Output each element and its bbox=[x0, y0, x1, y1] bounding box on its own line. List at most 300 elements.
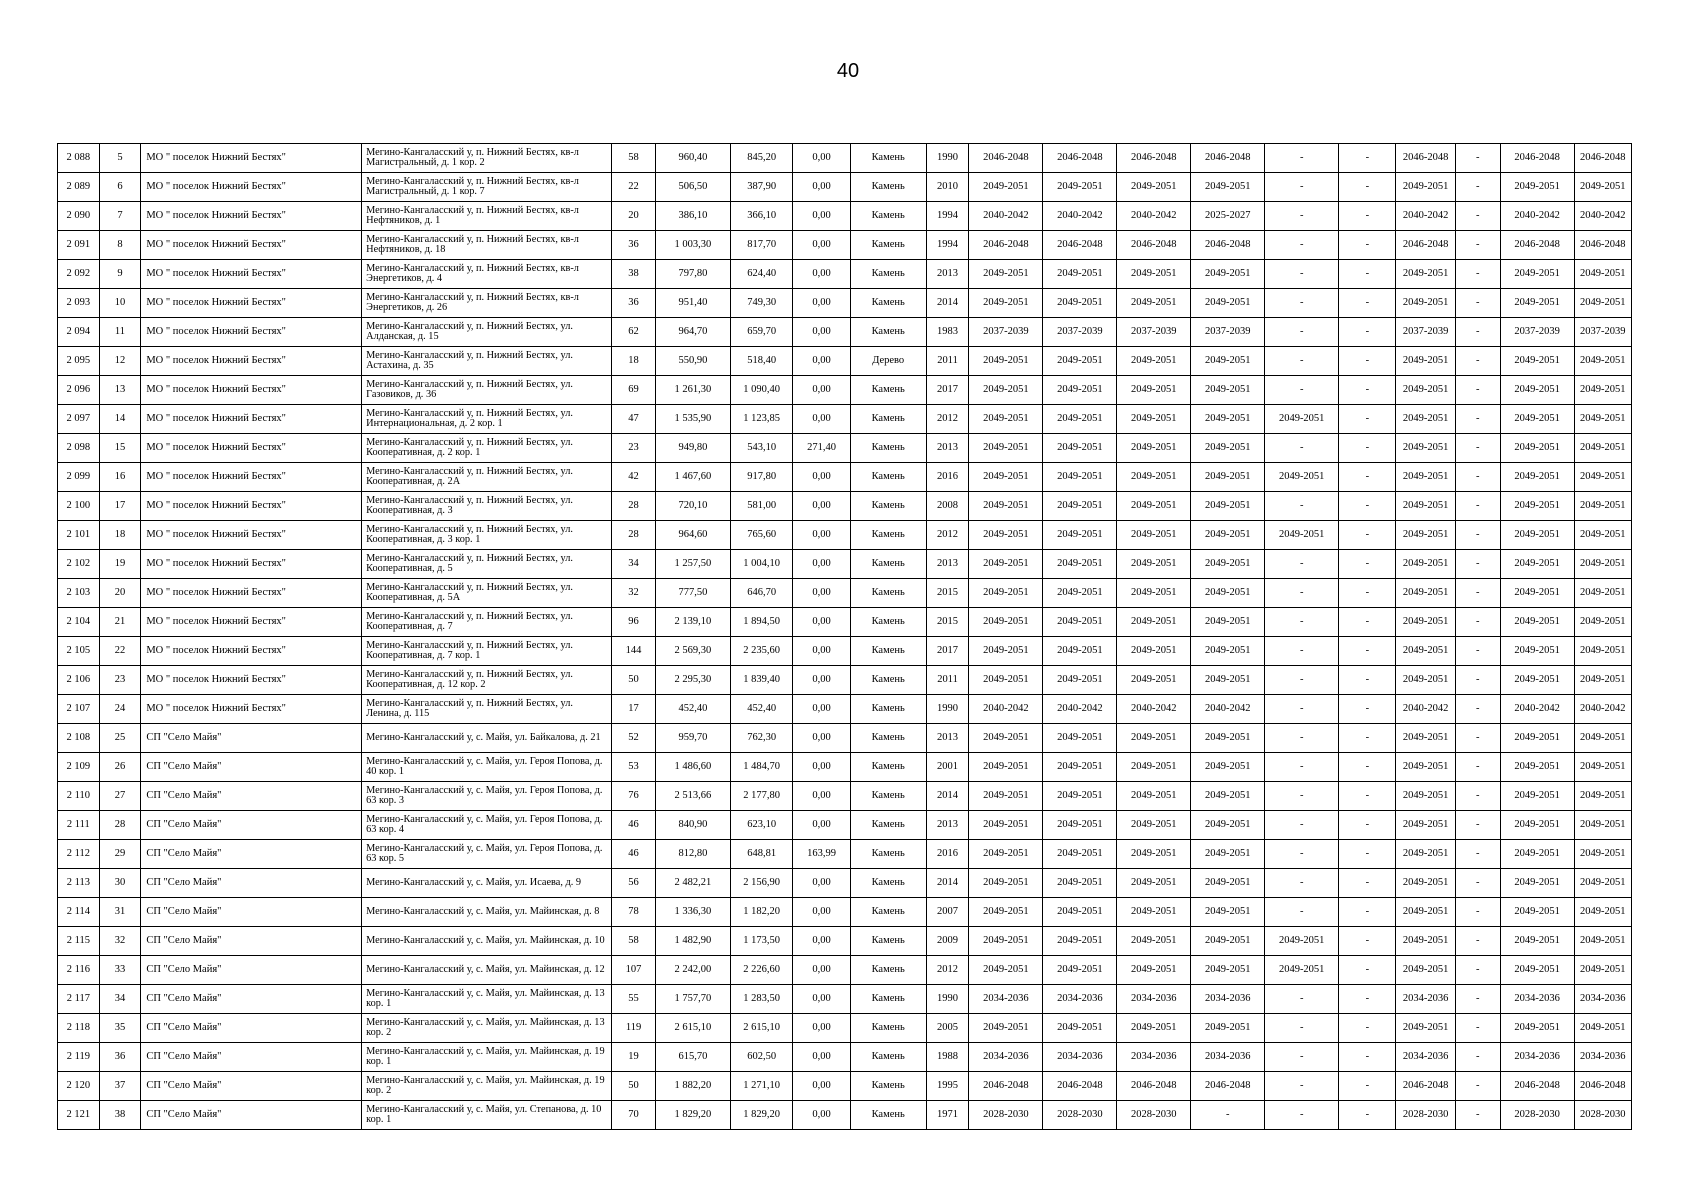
cell-period-4: 2046-2048 bbox=[1191, 1072, 1265, 1101]
cell-address: Мегино-Кангаласский у, п. Нижний Бестях, ул. Алданская, д. 15 bbox=[362, 318, 612, 347]
page-number: 40 bbox=[836, 60, 860, 82]
cell-total-area: 506,50 bbox=[655, 173, 730, 202]
cell-total-area: 964,70 bbox=[655, 318, 730, 347]
cell-year-built: 1990 bbox=[926, 985, 969, 1014]
cell-period-10: 2049-2051 bbox=[1574, 927, 1631, 956]
cell-period-9: 2049-2051 bbox=[1500, 753, 1574, 782]
cell-period-7: 2049-2051 bbox=[1396, 898, 1455, 927]
cell-period-1: 2049-2051 bbox=[969, 753, 1043, 782]
cell-row-number: 2 096 bbox=[58, 376, 100, 405]
cell-address: Мегино-Кангаласский у, п. Нижний Бестях, ул. Ленина, д. 115 bbox=[362, 695, 612, 724]
cell-item-number: 32 bbox=[99, 927, 141, 956]
cell-period-3: 2049-2051 bbox=[1117, 550, 1191, 579]
cell-period-2: 2049-2051 bbox=[1043, 811, 1117, 840]
cell-period-5: - bbox=[1265, 811, 1339, 840]
cell-period-2: 2049-2051 bbox=[1043, 869, 1117, 898]
cell-year-built: 2013 bbox=[926, 260, 969, 289]
cell-period-7: 2049-2051 bbox=[1396, 840, 1455, 869]
cell-wall-material: Камень bbox=[850, 1101, 926, 1130]
cell-row-number: 2 093 bbox=[58, 289, 100, 318]
cell-period-3: 2040-2042 bbox=[1117, 202, 1191, 231]
cell-address: Мегино-Кангаласский у, п. Нижний Бестях, ул. Кооперативная, д. 2А bbox=[362, 463, 612, 492]
cell-year-built: 2012 bbox=[926, 405, 969, 434]
cell-period-6: - bbox=[1339, 898, 1396, 927]
cell-municipality: МО " поселок Нижний Бестях" bbox=[141, 637, 362, 666]
cell-row-number: 2 091 bbox=[58, 231, 100, 260]
cell-wall-material: Камень bbox=[850, 405, 926, 434]
cell-non-residential-area: 0,00 bbox=[793, 724, 850, 753]
cell-period-1: 2049-2051 bbox=[969, 956, 1043, 985]
table-row bbox=[58, 579, 1632, 608]
cell-residents: 56 bbox=[612, 869, 656, 898]
cell-address: Мегино-Кангаласский у, п. Нижний Бестях, ул. Кооперативная, д. 2 кор. 1 bbox=[362, 434, 612, 463]
cell-period-6: - bbox=[1339, 463, 1396, 492]
table-row bbox=[58, 347, 1632, 376]
cell-address: Мегино-Кангаласский у, с. Майя, ул. Майинская, д. 19 кор. 2 bbox=[362, 1072, 612, 1101]
cell-residents: 52 bbox=[612, 724, 656, 753]
cell-year-built: 2009 bbox=[926, 927, 969, 956]
cell-period-4: 2049-2051 bbox=[1191, 492, 1265, 521]
cell-period-5: - bbox=[1265, 289, 1339, 318]
cell-item-number: 27 bbox=[99, 782, 141, 811]
cell-period-1: 2049-2051 bbox=[969, 608, 1043, 637]
cell-residents: 47 bbox=[612, 405, 656, 434]
cell-total-area: 964,60 bbox=[655, 521, 730, 550]
cell-period-8: - bbox=[1455, 202, 1500, 231]
cell-total-area: 720,10 bbox=[655, 492, 730, 521]
cell-period-10: 2037-2039 bbox=[1574, 318, 1631, 347]
cell-total-area: 840,90 bbox=[655, 811, 730, 840]
cell-period-8: - bbox=[1455, 550, 1500, 579]
cell-period-7: 2049-2051 bbox=[1396, 347, 1455, 376]
cell-row-number: 2 095 bbox=[58, 347, 100, 376]
cell-item-number: 6 bbox=[99, 173, 141, 202]
cell-row-number: 2 105 bbox=[58, 637, 100, 666]
table-row bbox=[58, 927, 1632, 956]
cell-period-9: 2049-2051 bbox=[1500, 608, 1574, 637]
table-row bbox=[58, 521, 1632, 550]
cell-wall-material: Камень bbox=[850, 811, 926, 840]
cell-period-6: - bbox=[1339, 956, 1396, 985]
cell-non-residential-area: 0,00 bbox=[793, 521, 850, 550]
cell-period-5: - bbox=[1265, 1014, 1339, 1043]
cell-item-number: 24 bbox=[99, 695, 141, 724]
cell-residential-area: 1 271,10 bbox=[730, 1072, 793, 1101]
cell-period-4: 2049-2051 bbox=[1191, 173, 1265, 202]
housing-repair-schedule-table bbox=[57, 143, 1632, 1130]
cell-total-area: 1 535,90 bbox=[655, 405, 730, 434]
cell-period-8: - bbox=[1455, 318, 1500, 347]
cell-period-4: 2049-2051 bbox=[1191, 521, 1265, 550]
cell-wall-material: Камень bbox=[850, 869, 926, 898]
cell-residents: 18 bbox=[612, 347, 656, 376]
cell-municipality: СП "Село Майя" bbox=[141, 985, 362, 1014]
table-row bbox=[58, 869, 1632, 898]
cell-period-9: 2049-2051 bbox=[1500, 173, 1574, 202]
cell-residents: 34 bbox=[612, 550, 656, 579]
cell-wall-material: Дерево bbox=[850, 347, 926, 376]
cell-period-8: - bbox=[1455, 840, 1500, 869]
cell-period-8: - bbox=[1455, 492, 1500, 521]
cell-period-1: 2034-2036 bbox=[969, 985, 1043, 1014]
cell-municipality: МО " поселок Нижний Бестях" bbox=[141, 695, 362, 724]
cell-period-6: - bbox=[1339, 144, 1396, 173]
cell-period-10: 2046-2048 bbox=[1574, 1072, 1631, 1101]
cell-year-built: 2008 bbox=[926, 492, 969, 521]
cell-period-10: 2046-2048 bbox=[1574, 144, 1631, 173]
cell-wall-material: Камень bbox=[850, 579, 926, 608]
cell-period-9: 2049-2051 bbox=[1500, 956, 1574, 985]
table-row bbox=[58, 811, 1632, 840]
cell-residential-area: 1 484,70 bbox=[730, 753, 793, 782]
cell-address: Мегино-Кангаласский у, п. Нижний Бестях, ул. Газовиков, д. 36 bbox=[362, 376, 612, 405]
cell-year-built: 2013 bbox=[926, 724, 969, 753]
cell-total-area: 1 467,60 bbox=[655, 463, 730, 492]
cell-period-2: 2034-2036 bbox=[1043, 985, 1117, 1014]
cell-non-residential-area: 0,00 bbox=[793, 811, 850, 840]
cell-municipality: СП "Село Майя" bbox=[141, 1014, 362, 1043]
cell-period-4: 2049-2051 bbox=[1191, 289, 1265, 318]
cell-period-6: - bbox=[1339, 434, 1396, 463]
cell-residents: 46 bbox=[612, 840, 656, 869]
cell-year-built: 2016 bbox=[926, 840, 969, 869]
cell-period-3: 2049-2051 bbox=[1117, 405, 1191, 434]
cell-year-built: 2013 bbox=[926, 550, 969, 579]
cell-residential-area: 917,80 bbox=[730, 463, 793, 492]
cell-non-residential-area: 0,00 bbox=[793, 1014, 850, 1043]
cell-period-10: 2034-2036 bbox=[1574, 1043, 1631, 1072]
cell-period-1: 2049-2051 bbox=[969, 521, 1043, 550]
cell-period-6: - bbox=[1339, 492, 1396, 521]
cell-residential-area: 2 235,60 bbox=[730, 637, 793, 666]
cell-period-2: 2049-2051 bbox=[1043, 956, 1117, 985]
cell-period-10: 2049-2051 bbox=[1574, 376, 1631, 405]
cell-wall-material: Камень bbox=[850, 260, 926, 289]
cell-wall-material: Камень bbox=[850, 1043, 926, 1072]
cell-item-number: 23 bbox=[99, 666, 141, 695]
cell-wall-material: Камень bbox=[850, 985, 926, 1014]
cell-period-9: 2049-2051 bbox=[1500, 666, 1574, 695]
cell-year-built: 2010 bbox=[926, 173, 969, 202]
cell-total-area: 452,40 bbox=[655, 695, 730, 724]
cell-period-8: - bbox=[1455, 144, 1500, 173]
cell-period-5: - bbox=[1265, 173, 1339, 202]
cell-wall-material: Камень bbox=[850, 840, 926, 869]
cell-municipality: СП "Село Майя" bbox=[141, 869, 362, 898]
cell-period-4: 2037-2039 bbox=[1191, 318, 1265, 347]
cell-period-8: - bbox=[1455, 173, 1500, 202]
cell-period-5: - bbox=[1265, 840, 1339, 869]
cell-period-4: 2049-2051 bbox=[1191, 347, 1265, 376]
cell-period-3: 2049-2051 bbox=[1117, 869, 1191, 898]
cell-period-6: - bbox=[1339, 637, 1396, 666]
cell-period-7: 2049-2051 bbox=[1396, 521, 1455, 550]
cell-period-7: 2046-2048 bbox=[1396, 1072, 1455, 1101]
cell-address: Мегино-Кангаласский у, с. Майя, ул. Майинская, д. 12 bbox=[362, 956, 612, 985]
cell-residents: 38 bbox=[612, 260, 656, 289]
cell-period-8: - bbox=[1455, 260, 1500, 289]
cell-non-residential-area: 0,00 bbox=[793, 695, 850, 724]
cell-non-residential-area: 271,40 bbox=[793, 434, 850, 463]
cell-period-1: 2049-2051 bbox=[969, 347, 1043, 376]
cell-municipality: МО " поселок Нижний Бестях" bbox=[141, 376, 362, 405]
cell-period-4: 2049-2051 bbox=[1191, 927, 1265, 956]
cell-municipality: МО " поселок Нижний Бестях" bbox=[141, 405, 362, 434]
cell-total-area: 2 242,00 bbox=[655, 956, 730, 985]
cell-period-1: 2049-2051 bbox=[969, 840, 1043, 869]
cell-period-8: - bbox=[1455, 898, 1500, 927]
cell-period-2: 2046-2048 bbox=[1043, 231, 1117, 260]
cell-period-3: 2037-2039 bbox=[1117, 318, 1191, 347]
cell-residential-area: 1 004,10 bbox=[730, 550, 793, 579]
cell-period-7: 2049-2051 bbox=[1396, 463, 1455, 492]
cell-row-number: 2 118 bbox=[58, 1014, 100, 1043]
cell-period-9: 2049-2051 bbox=[1500, 579, 1574, 608]
cell-period-10: 2049-2051 bbox=[1574, 666, 1631, 695]
cell-address: Мегино-Кангаласский у, п. Нижний Бестях, кв-л Магистральный, д. 1 кор. 2 bbox=[362, 144, 612, 173]
cell-period-1: 2049-2051 bbox=[969, 550, 1043, 579]
cell-address: Мегино-Кангаласский у, п. Нижний Бестях, кв-л Нефтяников, д. 18 bbox=[362, 231, 612, 260]
cell-row-number: 2 097 bbox=[58, 405, 100, 434]
cell-period-3: 2049-2051 bbox=[1117, 927, 1191, 956]
cell-period-5: 2049-2051 bbox=[1265, 463, 1339, 492]
cell-period-1: 2049-2051 bbox=[969, 869, 1043, 898]
cell-period-5: - bbox=[1265, 144, 1339, 173]
cell-non-residential-area: 0,00 bbox=[793, 550, 850, 579]
cell-period-5: - bbox=[1265, 695, 1339, 724]
cell-period-7: 2046-2048 bbox=[1396, 231, 1455, 260]
cell-period-7: 2049-2051 bbox=[1396, 550, 1455, 579]
table-row bbox=[58, 376, 1632, 405]
cell-total-area: 1 257,50 bbox=[655, 550, 730, 579]
cell-period-3: 2049-2051 bbox=[1117, 724, 1191, 753]
cell-residents: 22 bbox=[612, 173, 656, 202]
cell-row-number: 2 102 bbox=[58, 550, 100, 579]
cell-period-1: 2049-2051 bbox=[969, 405, 1043, 434]
cell-total-area: 812,80 bbox=[655, 840, 730, 869]
cell-period-2: 2049-2051 bbox=[1043, 753, 1117, 782]
cell-residential-area: 543,10 bbox=[730, 434, 793, 463]
cell-municipality: СП "Село Майя" bbox=[141, 956, 362, 985]
cell-period-7: 2049-2051 bbox=[1396, 666, 1455, 695]
cell-period-8: - bbox=[1455, 608, 1500, 637]
cell-period-5: - bbox=[1265, 260, 1339, 289]
cell-year-built: 2013 bbox=[926, 811, 969, 840]
cell-municipality: МО " поселок Нижний Бестях" bbox=[141, 492, 362, 521]
cell-period-6: - bbox=[1339, 318, 1396, 347]
cell-wall-material: Камень bbox=[850, 666, 926, 695]
cell-period-3: 2049-2051 bbox=[1117, 840, 1191, 869]
cell-row-number: 2 090 bbox=[58, 202, 100, 231]
table-row bbox=[58, 434, 1632, 463]
cell-total-area: 1 261,30 bbox=[655, 376, 730, 405]
cell-period-4: 2049-2051 bbox=[1191, 550, 1265, 579]
cell-period-7: 2049-2051 bbox=[1396, 260, 1455, 289]
cell-period-4: - bbox=[1191, 1101, 1265, 1130]
cell-residents: 50 bbox=[612, 1072, 656, 1101]
cell-address: Мегино-Кангаласский у, с. Майя, ул. Героя Попова, д. 40 кор. 1 bbox=[362, 753, 612, 782]
cell-non-residential-area: 0,00 bbox=[793, 579, 850, 608]
cell-period-9: 2049-2051 bbox=[1500, 782, 1574, 811]
cell-period-10: 2040-2042 bbox=[1574, 202, 1631, 231]
cell-period-10: 2028-2030 bbox=[1574, 1101, 1631, 1130]
cell-residents: 28 bbox=[612, 492, 656, 521]
cell-period-1: 2049-2051 bbox=[969, 289, 1043, 318]
cell-period-7: 2034-2036 bbox=[1396, 985, 1455, 1014]
cell-item-number: 16 bbox=[99, 463, 141, 492]
cell-period-10: 2049-2051 bbox=[1574, 492, 1631, 521]
cell-address: Мегино-Кангаласский у, п. Нижний Бестях, ул. Астахина, д. 35 bbox=[362, 347, 612, 376]
cell-year-built: 1983 bbox=[926, 318, 969, 347]
cell-row-number: 2 106 bbox=[58, 666, 100, 695]
cell-period-9: 2049-2051 bbox=[1500, 260, 1574, 289]
cell-wall-material: Камень bbox=[850, 898, 926, 927]
cell-period-5: 2049-2051 bbox=[1265, 405, 1339, 434]
cell-period-3: 2049-2051 bbox=[1117, 898, 1191, 927]
cell-period-6: - bbox=[1339, 405, 1396, 434]
cell-period-7: 2040-2042 bbox=[1396, 695, 1455, 724]
cell-period-10: 2040-2042 bbox=[1574, 695, 1631, 724]
cell-total-area: 2 615,10 bbox=[655, 1014, 730, 1043]
cell-period-3: 2049-2051 bbox=[1117, 956, 1191, 985]
cell-period-6: - bbox=[1339, 985, 1396, 1014]
cell-non-residential-area: 0,00 bbox=[793, 753, 850, 782]
cell-period-5: - bbox=[1265, 869, 1339, 898]
cell-period-3: 2028-2030 bbox=[1117, 1101, 1191, 1130]
cell-period-2: 2028-2030 bbox=[1043, 1101, 1117, 1130]
cell-total-area: 797,80 bbox=[655, 260, 730, 289]
cell-non-residential-area: 0,00 bbox=[793, 202, 850, 231]
cell-period-1: 2040-2042 bbox=[969, 695, 1043, 724]
cell-period-9: 2046-2048 bbox=[1500, 144, 1574, 173]
cell-period-9: 2049-2051 bbox=[1500, 289, 1574, 318]
cell-total-area: 777,50 bbox=[655, 579, 730, 608]
cell-period-1: 2049-2051 bbox=[969, 376, 1043, 405]
cell-wall-material: Камень bbox=[850, 550, 926, 579]
cell-period-7: 2049-2051 bbox=[1396, 927, 1455, 956]
cell-period-5: 2049-2051 bbox=[1265, 521, 1339, 550]
cell-residents: 23 bbox=[612, 434, 656, 463]
cell-row-number: 2 109 bbox=[58, 753, 100, 782]
cell-row-number: 2 114 bbox=[58, 898, 100, 927]
cell-period-7: 2028-2030 bbox=[1396, 1101, 1455, 1130]
cell-period-5: - bbox=[1265, 231, 1339, 260]
cell-municipality: МО " поселок Нижний Бестях" bbox=[141, 608, 362, 637]
cell-wall-material: Камень bbox=[850, 956, 926, 985]
cell-period-6: - bbox=[1339, 695, 1396, 724]
cell-period-8: - bbox=[1455, 753, 1500, 782]
cell-total-area: 2 139,10 bbox=[655, 608, 730, 637]
cell-period-2: 2049-2051 bbox=[1043, 173, 1117, 202]
cell-total-area: 1 003,30 bbox=[655, 231, 730, 260]
cell-total-area: 949,80 bbox=[655, 434, 730, 463]
cell-year-built: 1988 bbox=[926, 1043, 969, 1072]
cell-wall-material: Камень bbox=[850, 1072, 926, 1101]
cell-residential-area: 762,30 bbox=[730, 724, 793, 753]
cell-row-number: 2 104 bbox=[58, 608, 100, 637]
cell-period-6: - bbox=[1339, 550, 1396, 579]
cell-period-2: 2046-2048 bbox=[1043, 1072, 1117, 1101]
cell-address: Мегино-Кангаласский у, п. Нижний Бестях, кв-л Нефтяников, д. 1 bbox=[362, 202, 612, 231]
cell-residents: 28 bbox=[612, 521, 656, 550]
cell-period-2: 2049-2051 bbox=[1043, 724, 1117, 753]
cell-municipality: МО " поселок Нижний Бестях" bbox=[141, 231, 362, 260]
cell-item-number: 15 bbox=[99, 434, 141, 463]
cell-item-number: 26 bbox=[99, 753, 141, 782]
cell-period-6: - bbox=[1339, 1101, 1396, 1130]
cell-period-10: 2049-2051 bbox=[1574, 521, 1631, 550]
cell-residential-area: 817,70 bbox=[730, 231, 793, 260]
cell-period-7: 2049-2051 bbox=[1396, 724, 1455, 753]
cell-item-number: 34 bbox=[99, 985, 141, 1014]
cell-residents: 107 bbox=[612, 956, 656, 985]
cell-address: Мегино-Кангаласский у, с. Майя, ул. Майинская, д. 10 bbox=[362, 927, 612, 956]
cell-period-2: 2037-2039 bbox=[1043, 318, 1117, 347]
cell-period-1: 2049-2051 bbox=[969, 579, 1043, 608]
cell-period-4: 2049-2051 bbox=[1191, 898, 1265, 927]
cell-residents: 58 bbox=[612, 927, 656, 956]
cell-total-area: 1 882,20 bbox=[655, 1072, 730, 1101]
cell-row-number: 2 103 bbox=[58, 579, 100, 608]
cell-period-10: 2049-2051 bbox=[1574, 463, 1631, 492]
table-row bbox=[58, 1043, 1632, 1072]
cell-period-8: - bbox=[1455, 231, 1500, 260]
cell-non-residential-area: 0,00 bbox=[793, 463, 850, 492]
cell-period-7: 2049-2051 bbox=[1396, 405, 1455, 434]
cell-year-built: 2012 bbox=[926, 521, 969, 550]
cell-residential-area: 518,40 bbox=[730, 347, 793, 376]
cell-row-number: 2 120 bbox=[58, 1072, 100, 1101]
cell-period-10: 2049-2051 bbox=[1574, 782, 1631, 811]
cell-period-6: - bbox=[1339, 1014, 1396, 1043]
cell-period-5: - bbox=[1265, 666, 1339, 695]
cell-residential-area: 624,40 bbox=[730, 260, 793, 289]
table-row bbox=[58, 463, 1632, 492]
cell-residential-area: 1 283,50 bbox=[730, 985, 793, 1014]
cell-item-number: 29 bbox=[99, 840, 141, 869]
cell-year-built: 2001 bbox=[926, 753, 969, 782]
table-row bbox=[58, 637, 1632, 666]
cell-period-8: - bbox=[1455, 811, 1500, 840]
cell-period-7: 2049-2051 bbox=[1396, 811, 1455, 840]
cell-period-9: 2049-2051 bbox=[1500, 637, 1574, 666]
cell-period-8: - bbox=[1455, 1072, 1500, 1101]
cell-address: Мегино-Кангаласский у, п. Нижний Бестях, ул. Кооперативная, д. 5А bbox=[362, 579, 612, 608]
cell-item-number: 38 bbox=[99, 1101, 141, 1130]
cell-period-5: - bbox=[1265, 347, 1339, 376]
cell-item-number: 25 bbox=[99, 724, 141, 753]
table-row bbox=[58, 956, 1632, 985]
cell-period-1: 2049-2051 bbox=[969, 637, 1043, 666]
cell-year-built: 2005 bbox=[926, 1014, 969, 1043]
cell-non-residential-area: 0,00 bbox=[793, 492, 850, 521]
cell-item-number: 9 bbox=[99, 260, 141, 289]
cell-period-6: - bbox=[1339, 1072, 1396, 1101]
cell-period-2: 2049-2051 bbox=[1043, 550, 1117, 579]
cell-period-3: 2049-2051 bbox=[1117, 463, 1191, 492]
cell-wall-material: Камень bbox=[850, 173, 926, 202]
cell-period-2: 2049-2051 bbox=[1043, 405, 1117, 434]
cell-period-9: 2049-2051 bbox=[1500, 521, 1574, 550]
cell-row-number: 2 108 bbox=[58, 724, 100, 753]
cell-period-10: 2049-2051 bbox=[1574, 260, 1631, 289]
cell-item-number: 20 bbox=[99, 579, 141, 608]
cell-residential-area: 2 156,90 bbox=[730, 869, 793, 898]
cell-address: Мегино-Кангаласский у, п. Нижний Бестях, ул. Кооперативная, д. 3 bbox=[362, 492, 612, 521]
cell-municipality: МО " поселок Нижний Бестях" bbox=[141, 260, 362, 289]
cell-period-10: 2049-2051 bbox=[1574, 869, 1631, 898]
cell-residents: 46 bbox=[612, 811, 656, 840]
